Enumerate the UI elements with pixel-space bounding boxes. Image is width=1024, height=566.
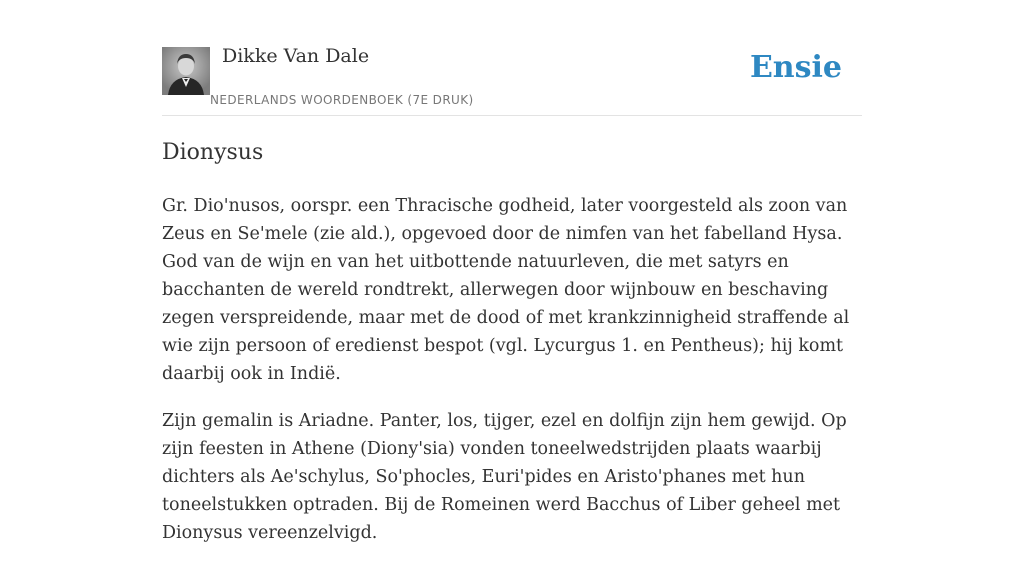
source-label[interactable]: NEDERLANDS WOORDENBOEK (7E DRUK) — [210, 93, 474, 107]
portrait-icon — [162, 47, 210, 95]
brand-logo[interactable]: Ensie — [749, 50, 842, 85]
avatar[interactable] — [162, 47, 210, 95]
entry-paragraph: Gr. Dio'nusos, oorspr. een Thracische godheid, later voorgesteld als zoon van Zeus en Se'mele (zie ald.), opgevoed door de nimfen van het fabelland Hysa. God van de wijn en van het uitbottende natuurleven, die met satyrs en bacchanten de wereld rondtrekt, allerwegen door wijnbouw en beschaving zegen verspreidende, maar met de dood of met krankzinnigheid straffende al wie zijn persoon of eredienst bespot (vgl. Lycurgus 1. en Pentheus); hij komt daarbij ook in Indië. — [162, 196, 850, 384]
content-column — [162, 0, 862, 543]
entry-header — [162, 0, 862, 116]
entry-paragraph: Zijn gemalin is Ariadne. Panter, los, tijger, ezel en dolfijn zijn hem gewijd. Op zijn feesten in Athene (Diony'sia) vonden toneelwedstrijden plaats waarbij dichters als Ae'schylus, So'phocles, Euri'pides en Aristo'phanes met hun toneelstukken optraden. Bij de Romeinen werd Bacchus of Liber geheel met Dionysus vereenzelvigd. — [162, 411, 847, 543]
entry-title: Dionysus — [162, 140, 264, 165]
author-name[interactable]: Dikke Van Dale — [222, 45, 370, 67]
entry-body — [162, 192, 862, 566]
